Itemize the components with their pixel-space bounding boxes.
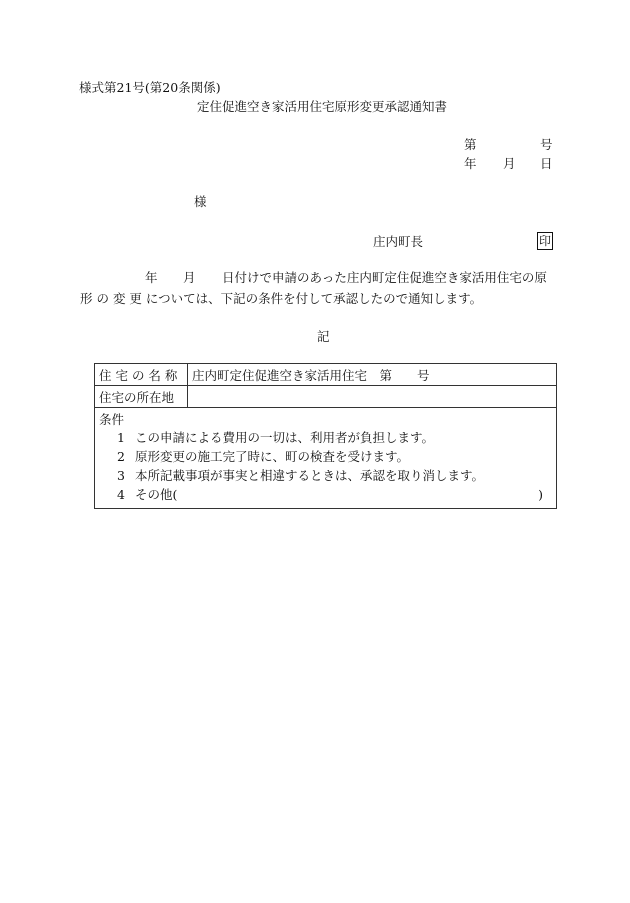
other-condition-close: )	[538, 487, 543, 502]
body-line2: 形 の 変 更 については、下記の条件を付して承認したので通知します。	[80, 291, 483, 306]
doc-number-suffix: 号	[540, 137, 553, 152]
date-day: 日	[540, 156, 553, 171]
other-condition	[135, 485, 543, 504]
list-item	[99, 447, 552, 466]
conditions-title: 条件	[99, 412, 125, 427]
form-number: 様式第21号(第20条関係)	[79, 80, 221, 95]
other-condition-blank	[177, 485, 538, 504]
condition-number: 3	[117, 468, 125, 483]
document-title: 定住促進空き家活用住宅原形変更承認通知書	[197, 99, 448, 114]
condition-number: 4	[117, 487, 125, 502]
details-table	[94, 363, 557, 509]
table-row	[95, 364, 557, 386]
table-row	[95, 408, 557, 509]
list-item	[99, 466, 552, 485]
condition-text: この申請による費用の一切は、利用者が負担します。	[135, 430, 435, 445]
list-item	[99, 428, 552, 447]
condition-text: 本所記載事項が事実と相違するときは、承認を取り消します。	[135, 468, 485, 483]
condition-number: 2	[117, 449, 125, 464]
other-condition-open: その他(	[135, 487, 178, 502]
conditions-cell	[95, 408, 557, 509]
condition-text: 原形変更の施工完了時に、町の検査を受けます。	[135, 449, 410, 464]
body-year: 年	[145, 270, 158, 285]
addressee-honorific: 様	[194, 194, 207, 209]
table-row	[95, 386, 557, 408]
ki-heading: 記	[317, 329, 330, 344]
body-month: 月	[183, 270, 196, 285]
date-month: 月	[503, 156, 516, 171]
house-name-label: 住 宅 の 名 称	[95, 364, 188, 386]
seal-mark: 印	[539, 234, 552, 248]
house-name-value: 庄内町定住促進空き家活用住宅 第 号	[188, 364, 557, 386]
house-location-label: 住宅の所在地	[95, 386, 188, 408]
sender-name: 庄内町長	[373, 234, 424, 249]
doc-number-prefix: 第	[464, 137, 477, 152]
house-location-value	[188, 386, 557, 408]
list-item	[99, 485, 552, 504]
date-year: 年	[464, 156, 477, 171]
body-line1: 日付けで申請のあった庄内町定住促進空き家活用住宅の原	[222, 270, 547, 285]
condition-number: 1	[117, 430, 125, 445]
